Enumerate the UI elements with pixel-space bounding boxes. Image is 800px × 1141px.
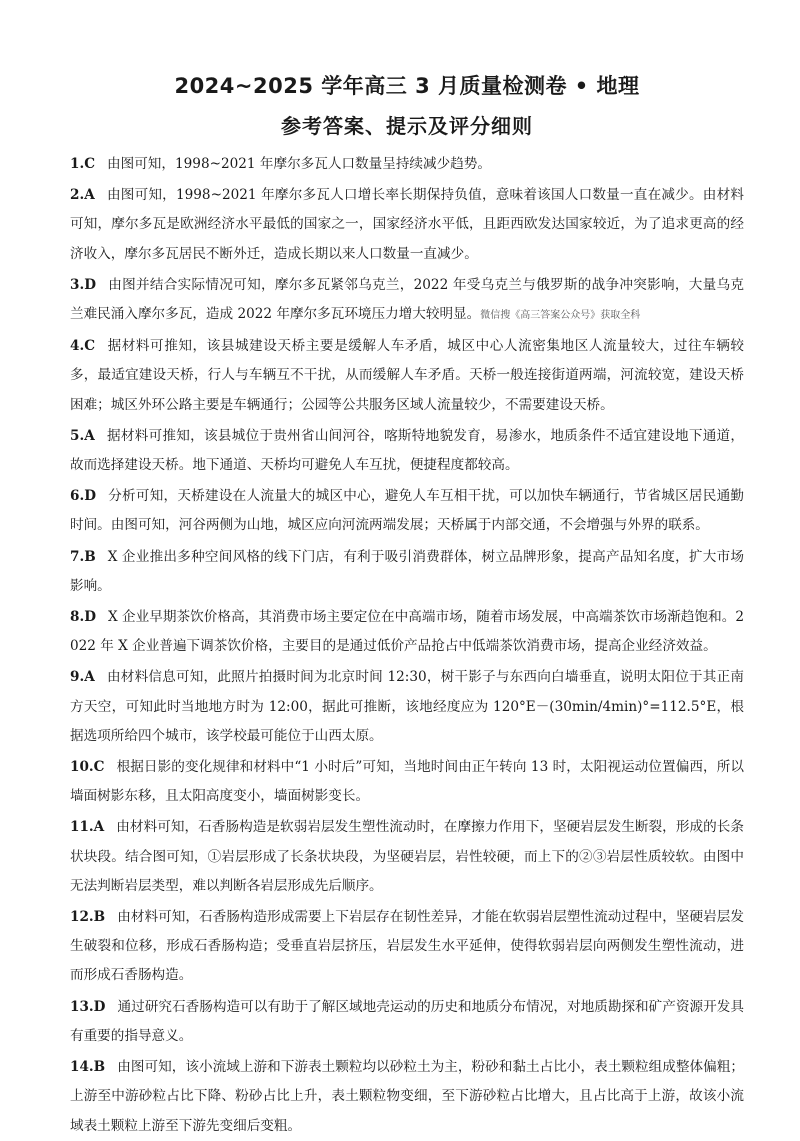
answer-number: 2.	[70, 187, 85, 204]
answer-explanation: 分析可知，天桥建设在人流量大的城区中心，避免人车互相干扰，可以加快车辆通行，节省城区居民通勤时间。由图可知，河谷两侧为山地，城区应向河流两端发展；天桥属于内部交通，不会增强与外界的联系。	[70, 488, 744, 534]
answer-explanation: 据材料可推知，该县城建设天桥主要是缓解人车矛盾，城区中心人流密集地区人流量较大，过往车辆较多，最适宜建设天桥，行人与车辆互不干扰，从而缓解人车矛盾。天桥一般连接街道两端，河流较宽，建设天桥困难；城区外环公路主要是车辆通行；公园等公共服务区域人流量较少，不需要建设天桥。	[70, 338, 744, 413]
answer-key: D	[84, 609, 96, 626]
answer-number: 9.	[70, 669, 85, 686]
answer-item	[70, 993, 744, 1051]
answer-number: 7.	[70, 548, 85, 565]
page-subtitle: 参考答案、提示及评分细则	[281, 114, 533, 138]
answer-explanation: X 企业早期茶饮价格高，其消费市场主要定位在中高端市场，随着市场发展，中高端茶饮市场渐趋饱和。2022 年 X 企业普遍下调茶饮价格，主要目的是通过低价产品抢占中低端茶饮消费市场，提高企业经济效益。	[70, 609, 744, 655]
answer-number: 11.	[70, 819, 94, 836]
answer-explanation: X 企业推出多种空间风格的线下门店，有利于吸引消费群体，树立品牌形象，提高产品知名度，扩大市场影响。	[70, 548, 744, 594]
answer-item	[70, 422, 744, 480]
answer-explanation: 由图可知，1998~2021 年摩尔多瓦人口增长率长期保持负值，意味着该国人口数量一直在减少。由材料可知，摩尔多瓦是欧洲经济水平最低的国家之一，国家经济水平低，且距西欧发达国家较近，为了追求更高的经济收入，摩尔多瓦居民不断外迁，造成长期以来人口数量一直减少。	[70, 187, 744, 262]
answer-explanation: 根据日影的变化规律和材料中“1 小时后”可知，当地时间由正午转向 13 时，太阳视运动位置偏西，所以墙面树影东移，且太阳高度变小，墙面树影变长。	[70, 759, 744, 805]
answer-key: B	[84, 548, 96, 565]
page-title: 2024~2025 学年高三 3 月质量检测卷 • 地理	[174, 74, 640, 98]
answer-item	[70, 903, 744, 991]
answer-key: A	[93, 819, 105, 836]
answer-key: C	[93, 759, 105, 776]
answer-explanation: 由图可知，1998~2021 年摩尔多瓦人口数量呈持续减少趋势。	[107, 156, 491, 172]
watermark-note: 微信搜《高三答案公众号》获取全科	[480, 310, 641, 322]
answer-explanation: 由图可知，该小流域上游和下游表土颗粒均以砂粒土为主，粉砂和黏土占比小，表土颗粒组成整体偏粗；上游至中游砂粒占比下降、粉砂占比上升，表土颗粒物变细，至下游砂粒占比增大，且占比高于上游，故该小流域表土颗粒上游至下游先变细后变粗。	[70, 1059, 744, 1134]
answer-key: D	[84, 276, 96, 293]
answer-key: D	[93, 998, 106, 1015]
answer-number: 4.	[70, 338, 85, 355]
answer-item	[70, 150, 744, 179]
answer-key: A	[84, 669, 95, 686]
answer-number: 13.	[70, 998, 94, 1015]
answer-key: A	[84, 187, 95, 204]
answer-number: 5.	[70, 427, 85, 444]
answer-explanation: 由材料可知，石香肠构造形成需要上下岩层存在韧性差异，才能在软弱岩层塑性流动过程中，坚硬岩层发生破裂和位移，形成石香肠构造；受垂直岩层挤压，岩层发生水平延伸，使得软弱岩层向两侧发生塑性流动，进而形成石香肠构造。	[70, 909, 744, 984]
answer-explanation: 通过研究石香肠构造可以有助于了解区域地壳运动的历史和地质分布情况，对地质勘探和矿产资源开发具有重要的指导意义。	[70, 998, 744, 1044]
answer-number: 8.	[70, 609, 85, 626]
answer-key: B	[93, 909, 106, 926]
answer-explanation: 由材料信息可知，此照片拍摄时间为北京时间 12:30，树干影子与东西向白墙垂直，说明太阳位于其正南方天空，可知此时当地地方时为 12:00，据此可推断，该地经度应为 120°E－(30min/4min)°=112.5°E，根据选项所给四个城市，该学校最可能位于山西太原。	[70, 669, 744, 744]
answer-number: 10.	[70, 759, 94, 776]
answer-item	[70, 271, 744, 330]
answer-item	[70, 1053, 744, 1141]
answer-number: 12.	[70, 909, 94, 926]
answer-list	[70, 150, 744, 1141]
answer-key: D	[84, 488, 96, 505]
answer-item	[70, 332, 744, 420]
answer-explanation: 由图并结合实际情况可知，摩尔多瓦紧邻乌克兰，2022 年受乌克兰与俄罗斯的战争冲突影响，大量乌克兰难民涌入摩尔多瓦，造成 2022 年摩尔多瓦环境压力增大较明显。	[70, 276, 744, 323]
answer-item	[70, 663, 744, 751]
answer-key: A	[84, 427, 95, 444]
answer-item	[70, 543, 744, 601]
answer-number: 6.	[70, 488, 85, 505]
answer-item	[70, 181, 744, 269]
answer-key: C	[84, 338, 96, 355]
answer-item	[70, 482, 744, 540]
answer-key: C	[84, 156, 96, 172]
answer-number: 3.	[70, 276, 85, 293]
answer-item	[70, 603, 744, 661]
answer-key: B	[93, 1059, 106, 1076]
answer-number: 14.	[70, 1059, 94, 1076]
answer-item	[70, 753, 744, 811]
answer-explanation: 由材料可知，石香肠构造是软弱岩层发生塑性流动时，在摩擦力作用下，坚硬岩层发生断裂，形成的长条状块段。结合图可知，①岩层形成了长条状块段，为坚硬岩层，岩性较硬，而上下的②③岩层性质较软。由图中无法判断岩层类型，难以判断各岩层形成先后顺序。	[70, 819, 744, 894]
answer-item	[70, 813, 744, 901]
answer-explanation: 据材料可推知，该县城位于贵州省山间河谷，喀斯特地貌发育，易渗水，地质条件不适宜建设地下通道，故而选择建设天桥。地下通道、天桥均可避免人车互扰，便捷程度都较高。	[70, 427, 744, 474]
answer-number: 1.	[70, 156, 85, 172]
